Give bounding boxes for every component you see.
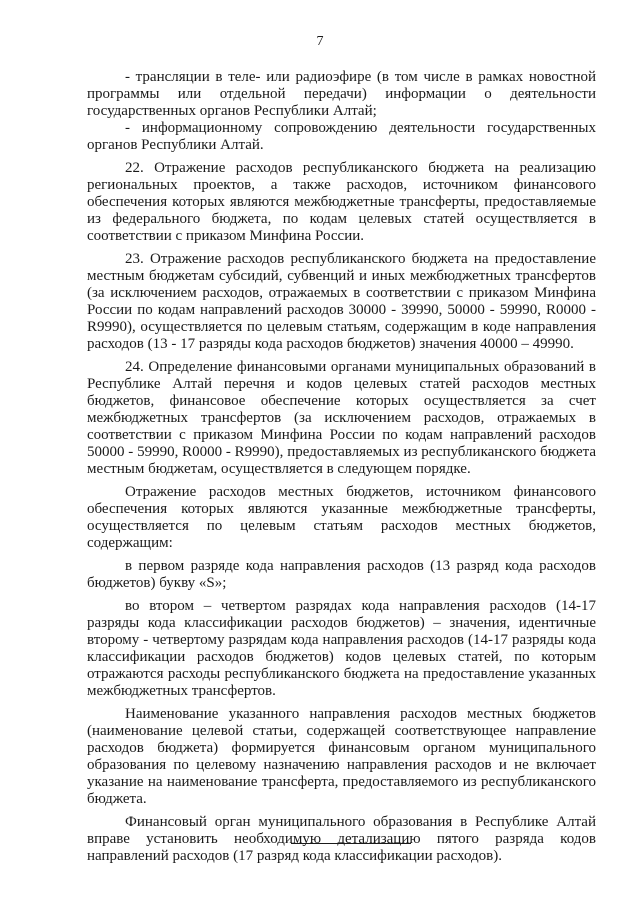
paragraph-item-22: 22. Отражение расходов республиканского бюджета на реализацию региональных проектов, а также расходов, источником финансового обеспечения которых являются межбюджетные трансферты, предоставляемые из федерального бюджета, по кодам целевых статей осуществляется в соответствии с приказом Минфина России. [87,160,596,244]
end-divider [291,843,411,844]
paragraph-first-digit: в первом разряде кода направления расходов (13 разряд кода расходов бюджетов) букву «S»; [87,558,596,591]
paragraph-broadcast: - трансляции в теле- или радиоэфире (в том числе в рамках новостной программы или отдельной передачи) информации о деятельности государственных органов Республики Алтай; [87,69,596,119]
paragraph-info-support: - информационному сопровождению деятельности государственных органов Республики Алтай. [87,120,596,153]
paragraph-fifth-digit: Финансовый орган муниципального образования в Республике Алтай вправе установить необходимую детализацию пятого разряда кодов направлений расходов (17 разряд кода классификации расходов). [87,814,596,864]
paragraph-item-23: 23. Отражение расходов республиканского бюджета на предоставление местным бюджетам субсидий, субвенций и иных межбюджетных трансфертов (за исключением расходов, отражаемых в соответствии с приказом Минфина России по кодам направлений расходов 30000 - 39990, 50000 - 59990, R0000 - R9990), осуществляется по целевым статьям, содержащим в коде направления расходов (13 - 17 разряды кода расходов бюджетов) значения 40000 – 49990. [87,251,596,352]
page-number: 7 [316,34,324,49]
paragraph-second-fourth-digits: во втором – четвертом разрядах кода направления расходов (14-17 разряды кода классификации расходов бюджетов) – значения, идентичные второму - четвертому разрядам кода направления расходов (14-17 разряды кода классификации расходов бюджетов) кодов целевых статей, по которым отражаются расходы республиканского бюджета на предоставление указанных межбюджетных трансфертов. [87,598,596,699]
paragraph-local-budgets: Отражение расходов местных бюджетов, источником финансового обеспечения которых являются указанные межбюджетные трансферты, осуществляется по целевым статьям расходов местных бюджетов, содержащим: [87,484,596,551]
paragraph-item-24: 24. Определение финансовыми органами муниципальных образований в Республике Алтай перечня и кодов целевых статей расходов местных бюджетов, финансовое обеспечение которых осуществляется за счет межбюджетных трансфертов (за исключением расходов, отражаемых в соответствии с приказом Минфина России по кодам направлений расходов 50000 - 59990, R0000 - R9990), предоставляемых из республиканского бюджета местным бюджетам, осуществляется в следующем порядке. [87,359,596,477]
document-body [87,69,596,865]
paragraph-naming: Наименование указанного направления расходов местных бюджетов (наименование целевой статьи, содержащей соответствующее направление расходов бюджета) формируется финансовым органом муниципального образования по целевому назначению направления расходов и не включает указание на наименование трансферта, предоставляемого из республиканского бюджета. [87,706,596,807]
